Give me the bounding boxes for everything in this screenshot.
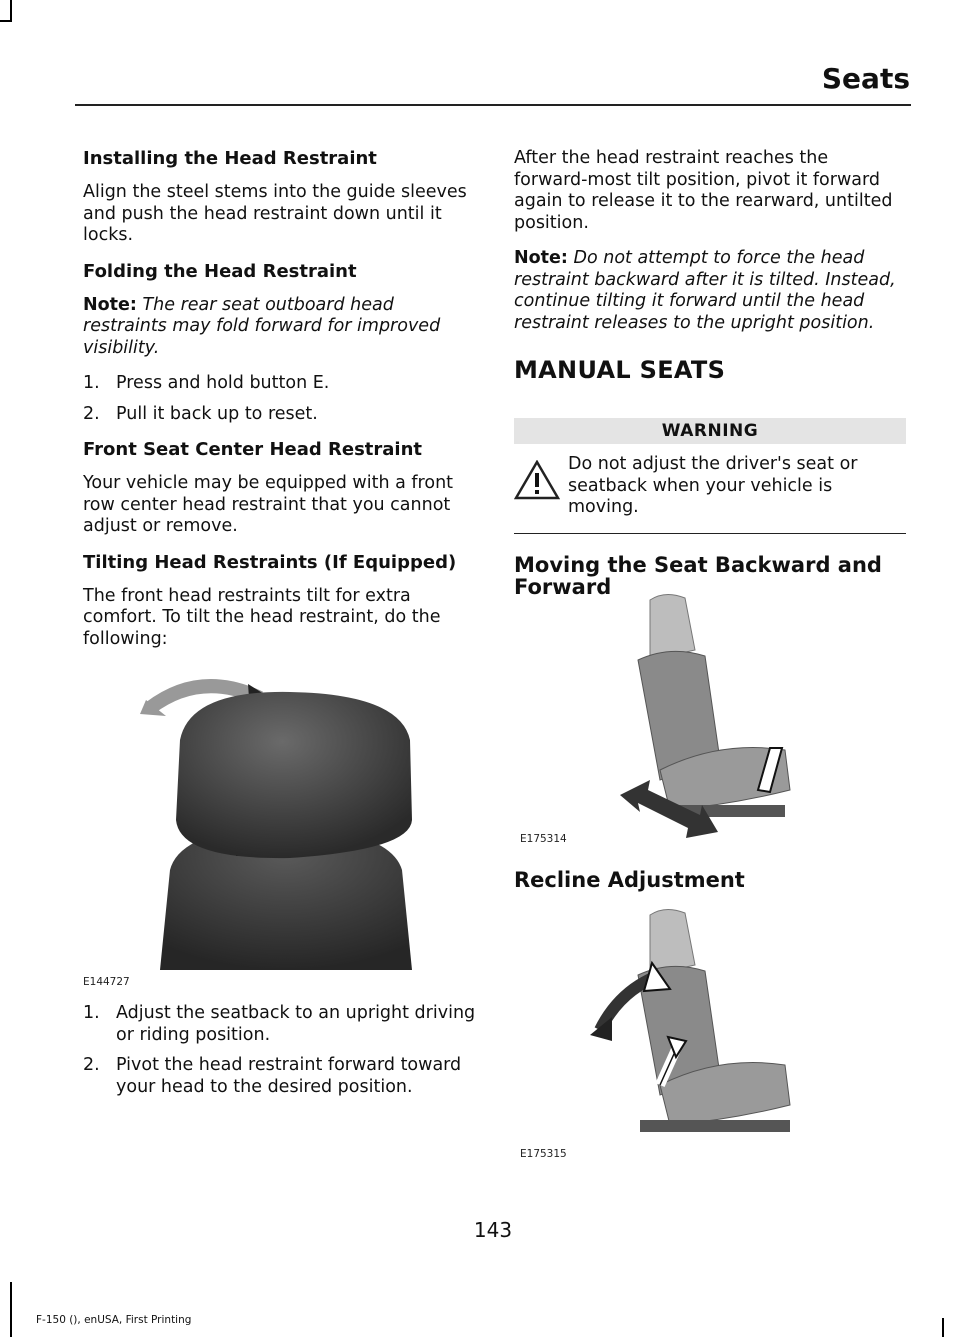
step-text: Adjust the seatback to an upright driving or riding position. — [116, 1003, 476, 1045]
figure-label-e175314: E175314 — [520, 833, 567, 845]
folding-steps-list — [83, 373, 479, 425]
paragraph-installing: Align the steel stems into the guide sleeves and push the head restraint down until it locks. — [83, 182, 467, 245]
tilting-steps-list — [83, 1003, 479, 1098]
note-tilt-release — [514, 248, 906, 334]
right-column — [514, 148, 906, 610]
step-text: Press and hold button E. — [116, 373, 330, 393]
heading-tilting-head-restraints: Tilting Head Restraints (If Equipped) — [83, 551, 457, 573]
heading-manual-seats: MANUAL SEATS — [514, 356, 726, 384]
note-label: Note: — [514, 248, 568, 268]
note-text: The rear seat outboard head restraints may fold forward for improved visibility. — [83, 294, 441, 358]
heading-recline-adjustment: Recline Adjustment — [514, 868, 745, 892]
paragraph-front-center: Your vehicle may be equipped with a front row center head restraint that you cannot adjust or remove. — [83, 473, 454, 536]
step-text: Pull it back up to reset. — [116, 403, 318, 424]
list-item — [83, 404, 479, 426]
figure-label-e175315: E175315 — [520, 1148, 567, 1160]
crop-mark-br-v — [942, 1318, 944, 1337]
figure-head-restraint — [140, 670, 430, 970]
warning-triangle-icon — [514, 460, 560, 504]
figure-recline-adjustment — [590, 905, 800, 1165]
step-number: 1. — [83, 1003, 100, 1023]
figure-label-e144727: E144727 — [83, 976, 130, 988]
step-text: Pivot the head restraint forward toward your head to the desired position. — [116, 1055, 462, 1097]
crop-mark-tl-v — [10, 0, 12, 22]
header-rule — [75, 104, 911, 106]
crop-mark-bl-v — [10, 1282, 12, 1337]
figure-seat-backward-forward — [590, 590, 800, 850]
note-text: Do not attempt to force the head restraint backward after it is tilted. Instead, continue tilting it forward until the head restraint releases to the upright position. — [514, 248, 896, 333]
heading-folding-head-restraint: Folding the Head Restraint — [83, 260, 357, 282]
page-number: 143 — [473, 1218, 513, 1242]
note-folding — [83, 295, 479, 360]
step-number: 2. — [83, 403, 100, 424]
left-column — [83, 148, 479, 664]
step-number: 1. — [83, 373, 100, 393]
list-item — [83, 1055, 479, 1098]
warning-title-bar: WARNING — [514, 418, 906, 444]
seat-slide-illustration — [590, 590, 800, 850]
heading-front-seat-center: Front Seat Center Head Restraint — [83, 439, 423, 460]
page-header-title: Seats — [821, 62, 910, 95]
crop-mark-tl-h — [0, 20, 12, 22]
list-item — [83, 373, 479, 395]
heading-installing-head-restraint: Installing the Head Restraint — [83, 148, 377, 169]
paragraph-tilting: The front head restraints tilt for extra comfort. To tilt the head restraint, do the following: — [83, 585, 441, 649]
heading-moving-seat: Moving the Seat Backward and Forward — [514, 552, 882, 599]
paragraph-after-tilt: After the head restraint reaches the forward-most tilt position, pivot it forward again to release it to the rearward, untilted position. — [514, 148, 893, 233]
seat-recline-illustration — [590, 905, 800, 1165]
step-number: 2. — [83, 1055, 100, 1075]
heading-recline-wrap — [514, 869, 906, 903]
warning-text: Do not adjust the driver's seat or seatback when your vehicle is moving. — [568, 454, 858, 517]
list-item — [83, 1003, 479, 1046]
footer-print-info: F-150 (), enUSA, First Printing — [36, 1314, 192, 1326]
warning-body — [514, 444, 906, 534]
left-column-bottom — [83, 1003, 479, 1112]
note-label: Note: — [83, 294, 137, 315]
head-restraint-illustration — [140, 670, 430, 970]
